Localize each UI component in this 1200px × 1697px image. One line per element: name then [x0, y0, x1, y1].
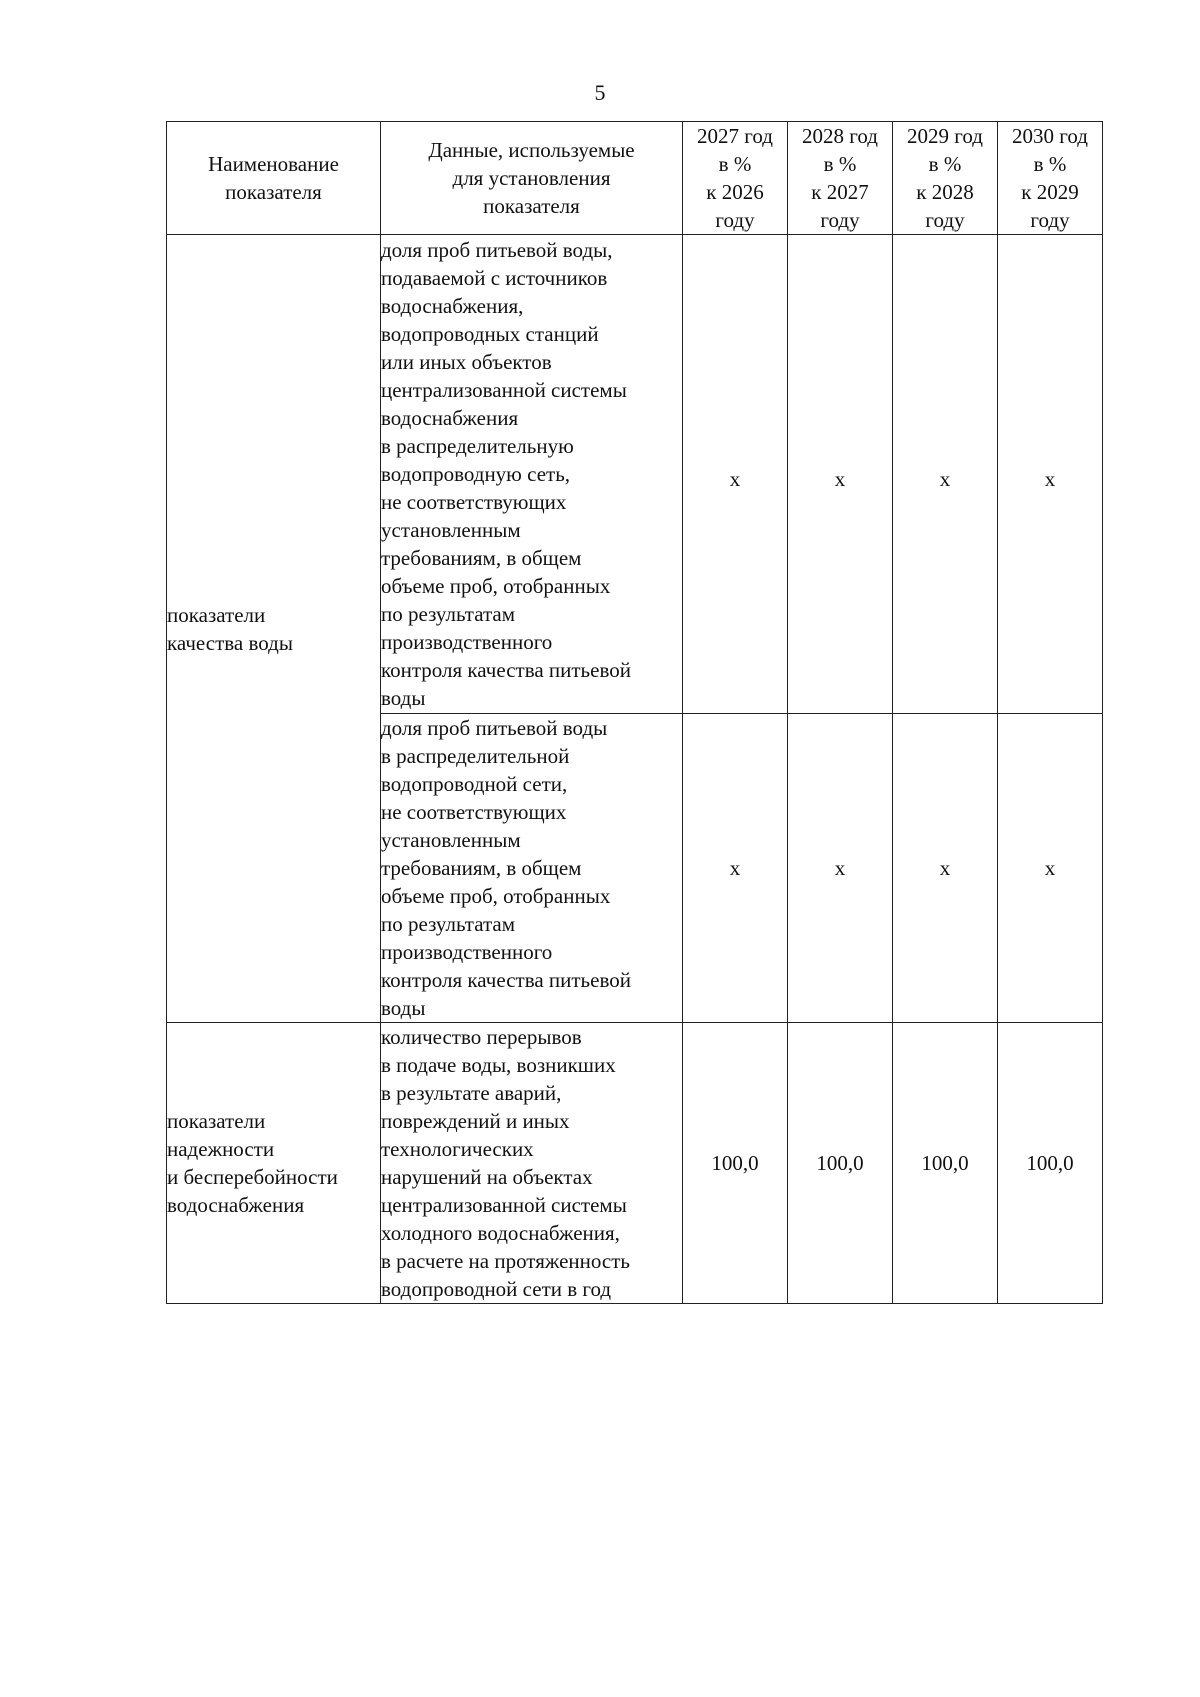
value-cell-2028: х	[788, 235, 893, 714]
indicator-name-cell: показатели надежности и бесперебойности водоснабжения	[167, 1023, 381, 1304]
header-year-2028: 2028 год в % к 2027 году	[788, 122, 893, 235]
value-cell-2027: х	[683, 235, 788, 714]
value-cell-2030: х	[998, 235, 1103, 714]
value-cell-2029: х	[893, 714, 998, 1023]
source-data-cell: доля проб питьевой воды в распределительной водопроводной сети, не соответствующих установленным требованиям, в общем объеме проб, отобранных по результатам производственного контроля качества питьевой воды	[381, 714, 683, 1023]
value-cell-2028: х	[788, 714, 893, 1023]
value-cell-2027: 100,0	[683, 1023, 788, 1304]
indicator-name-cell: показатели качества воды	[167, 235, 381, 1023]
value-cell-2029: х	[893, 235, 998, 714]
table-row	[167, 1023, 1103, 1304]
table-header-row	[167, 122, 1103, 235]
value-cell-2030: х	[998, 714, 1103, 1023]
header-year-2030: 2030 год в % к 2029 году	[998, 122, 1103, 235]
indicators-table	[166, 121, 1103, 1304]
header-year-2027: 2027 год в % к 2026 году	[683, 122, 788, 235]
header-indicator-name: Наименование показателя	[167, 122, 381, 235]
value-cell-2027: х	[683, 714, 788, 1023]
header-source-data: Данные, используемые для установления показателя	[381, 122, 683, 235]
header-year-2029: 2029 год в % к 2028 году	[893, 122, 998, 235]
page-number: 5	[594, 80, 606, 105]
source-data-cell: количество перерывов в подаче воды, возникших в результате аварий, повреждений и иных технологических нарушений на объектах централизованной системы холодного водоснабжения, в расчете на протяженность водопроводной сети в год	[381, 1023, 683, 1304]
value-cell-2030: 100,0	[998, 1023, 1103, 1304]
table-row	[167, 235, 1103, 714]
value-cell-2029: 100,0	[893, 1023, 998, 1304]
source-data-cell: доля проб питьевой воды, подаваемой с источников водоснабжения, водопроводных станций или иных объектов централизованной системы водоснабжения в распределительную водопроводную сеть, не соответствующих установленным требованиям, в общем объеме проб, отобранных по результатам производственного контроля качества питьевой воды	[381, 235, 683, 714]
value-cell-2028: 100,0	[788, 1023, 893, 1304]
